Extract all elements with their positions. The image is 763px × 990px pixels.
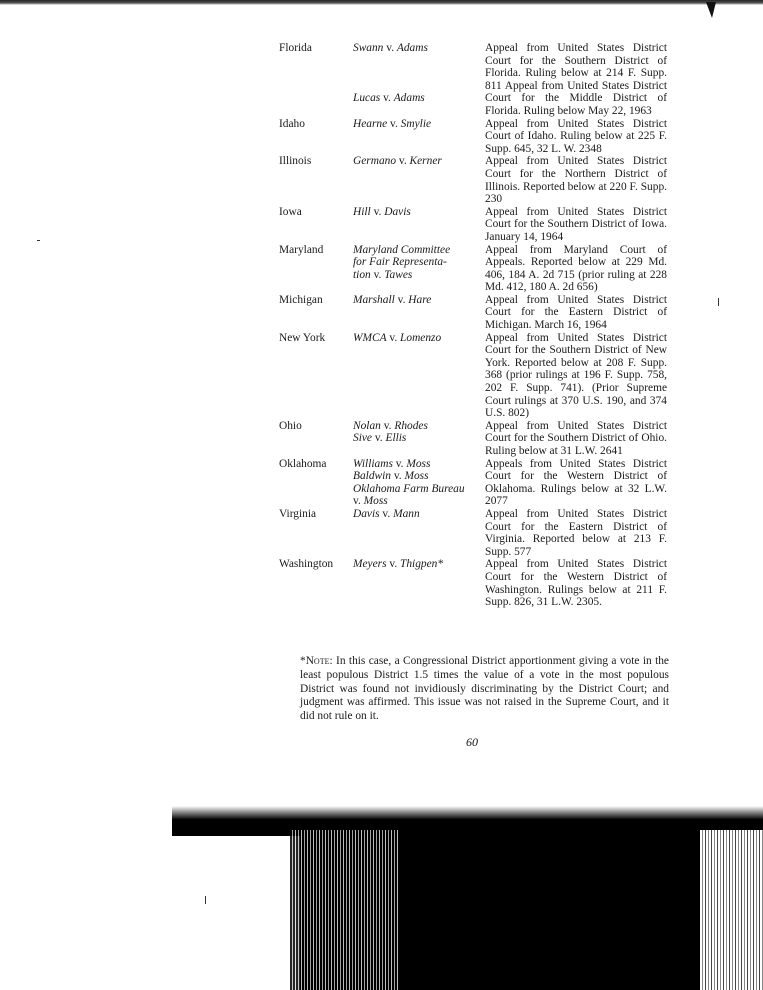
page-number: 60 [466, 735, 478, 749]
footnote-text: In this case, a Congressional District apportionment giving a vote in the least populous District 1.5 times the value of a vote in the most populous District was found not invidiously discriminating by the District Court; and judgment was affirmed. This issue was not raised in the Supreme Court, and it did not rule on it. [300, 655, 669, 723]
case-appellant: Davis [353, 507, 380, 520]
case-names [353, 155, 485, 205]
case-name [353, 67, 485, 80]
case-name [353, 458, 485, 471]
case-appellee: Moss [363, 495, 388, 508]
state-name: Illinois [279, 155, 312, 168]
case-appellant: Hill [353, 205, 371, 218]
case-name [353, 432, 485, 445]
scan-top-edge [0, 0, 763, 5]
case-row [279, 42, 667, 118]
case-appellant: Sive [353, 432, 372, 445]
case-versus: v. [370, 205, 385, 218]
case-appellee: Ellis [385, 432, 407, 445]
case-versus: v. [386, 558, 401, 571]
case-disposition: Appeal from United States District Court for the Southern District of Ohio. Ruling below at 31 L.W. 2641 [485, 419, 667, 457]
case-name [353, 294, 485, 307]
case-appellee: Adams [393, 92, 425, 105]
case-appellant: Maryland Committee [353, 243, 451, 256]
case-appellee: Tawes [384, 268, 413, 281]
scan-speck [205, 896, 206, 904]
case-row [279, 458, 667, 508]
scan-speck [37, 240, 40, 241]
case-name [353, 332, 485, 345]
case-versus: v. [380, 92, 394, 105]
case-versus: v. [396, 155, 410, 168]
state-name: Idaho [279, 117, 305, 130]
case-table-body [279, 42, 667, 609]
case-appellee: Lomenzo [400, 331, 442, 344]
scan-top-mark [706, 2, 716, 18]
case-disposition: Appeal from United States District Court for the Northern District of Illinois. Reported below at 220 F. Supp. 230 [485, 155, 667, 206]
case-disposition: Appeal from United States District Court for the Southern District of New York. Reported below at 208 F. Supp. 368 (prior rulings at 196 F. Supp. 758, 202 F. Supp. 741). (Prior Supreme Court rulings at 370 U.S. 190, and 374 U.S. 802) [485, 331, 667, 420]
case-name [353, 256, 485, 269]
case-versus: v. [390, 470, 405, 483]
case-appellant: Baldwin [353, 470, 391, 483]
case-appellant: for Fair Representa- [353, 256, 447, 269]
case-disposition: Appeal from United States District Court for the Southern District of Florida. Ruling below at 214 F. Supp. 811 Appeal from United States District Court for the Middle District of Florida. Ruling below May 22, 1963 [485, 42, 667, 117]
case-appellant: tion [353, 268, 371, 281]
footnote-label: *Note: [300, 655, 333, 667]
case-disposition: Appeal from United States District Court of Idaho. Ruling below at 225 F. Supp. 645, 32 L. W. 2348 [485, 117, 667, 155]
case-appellee: Adams [396, 42, 428, 54]
case-name [353, 508, 485, 521]
case-versus: v. [386, 331, 401, 344]
case-names [353, 206, 485, 244]
case-name [353, 269, 485, 282]
case-name [353, 80, 485, 93]
case-versus: v. [392, 457, 407, 470]
case-appellant: Oklahoma Farm Bureau [353, 482, 465, 495]
state-name: Oklahoma [279, 457, 327, 470]
case-appellee: Thigpen* [400, 558, 444, 571]
case-name [353, 470, 485, 483]
case-appellee: Mann [393, 507, 420, 520]
case-name [353, 558, 485, 571]
case-versus: v. [379, 507, 394, 520]
case-appellee: Rhodes [394, 419, 428, 432]
case-appellant: Swann [353, 42, 384, 54]
case-name [353, 92, 485, 105]
case-name [353, 155, 485, 168]
state-name: Virginia [279, 507, 317, 520]
case-appellee: Hare [408, 293, 432, 306]
case-name [353, 495, 485, 508]
case-appellant: Lucas [353, 92, 381, 105]
state-name: Maryland [279, 243, 324, 256]
case-names [353, 244, 485, 294]
case-table [279, 42, 667, 609]
case-appellant: Nolan [353, 419, 381, 432]
case-row [279, 332, 667, 420]
case-names [353, 42, 485, 118]
case-names [353, 458, 485, 508]
state-name: Ohio [279, 419, 302, 432]
case-appellant: Meyers [353, 558, 387, 571]
case-row [279, 244, 667, 294]
case-name [353, 55, 485, 68]
case-names [353, 294, 485, 332]
case-names [353, 118, 485, 156]
case-appellee: Moss [404, 470, 429, 483]
scan-striped-artifact [290, 830, 400, 990]
case-appellee: Kerner [409, 155, 442, 168]
case-versus: v. [380, 419, 395, 432]
case-appellee: Davis [384, 205, 411, 218]
case-row [279, 118, 667, 156]
case-disposition: Appeal from United States District Court for the Western District of Washington. Rulings below at 211 F. Supp. 826, 31 L.W. 2305. [485, 558, 667, 609]
case-names [353, 332, 485, 420]
case-versus: v. [371, 432, 386, 445]
state-name: Florida [279, 42, 312, 54]
case-name [353, 118, 485, 131]
case-disposition: Appeal from United States District Court for the Eastern District of Virginia. Reported below at 213 F. Supp. 577 [485, 507, 667, 558]
scan-speck [718, 298, 719, 306]
case-appellant: Williams [353, 457, 393, 470]
case-row [279, 508, 667, 558]
case-versus: v. [387, 117, 401, 130]
case-appellant: Marshall [353, 293, 395, 306]
case-versus: v. [353, 495, 364, 508]
case-row [279, 420, 667, 458]
case-row [279, 558, 667, 608]
case-disposition: Appeal from United States District Court for the Eastern District of Michigan. March 16, 1964 [485, 293, 667, 332]
footnote [300, 655, 669, 724]
case-name [353, 244, 485, 257]
case-versus: v. [383, 42, 397, 54]
state-name: Michigan [279, 293, 323, 306]
case-name [353, 42, 485, 55]
case-row [279, 206, 667, 244]
case-name [353, 420, 485, 433]
case-names [353, 420, 485, 458]
case-appellant: Germano [353, 155, 397, 168]
case-appellee: Smylie [400, 117, 432, 130]
state-name: Washington [279, 558, 334, 571]
case-disposition: Appeal from United States District Court for the Southern District of Iowa. January 14, 1964 [485, 205, 667, 243]
case-name [353, 483, 485, 496]
case-disposition: Appeals from United States District Court for the Western District of Oklahoma. Rulings below at 32 L.W. 2077 [485, 457, 667, 508]
case-versus: v. [370, 268, 385, 281]
case-name [353, 206, 485, 219]
case-names [353, 508, 485, 558]
case-appellee: Moss [406, 457, 431, 470]
case-row [279, 294, 667, 332]
case-row [279, 155, 667, 205]
state-name: Iowa [279, 205, 302, 218]
case-versus: v. [394, 293, 409, 306]
case-appellant: WMCA [353, 331, 387, 344]
case-disposition: Appeal from Maryland Court of Appeals. Reported below at 229 Md. 406, 184 A. 2d 715 (prior ruling at 228 Md. 412, 180 A. 2d 656) [485, 243, 667, 294]
scan-right-artifact [700, 830, 763, 990]
case-names [353, 558, 485, 608]
state-name: New York [279, 331, 326, 344]
case-appellant: Hearne [353, 117, 388, 130]
